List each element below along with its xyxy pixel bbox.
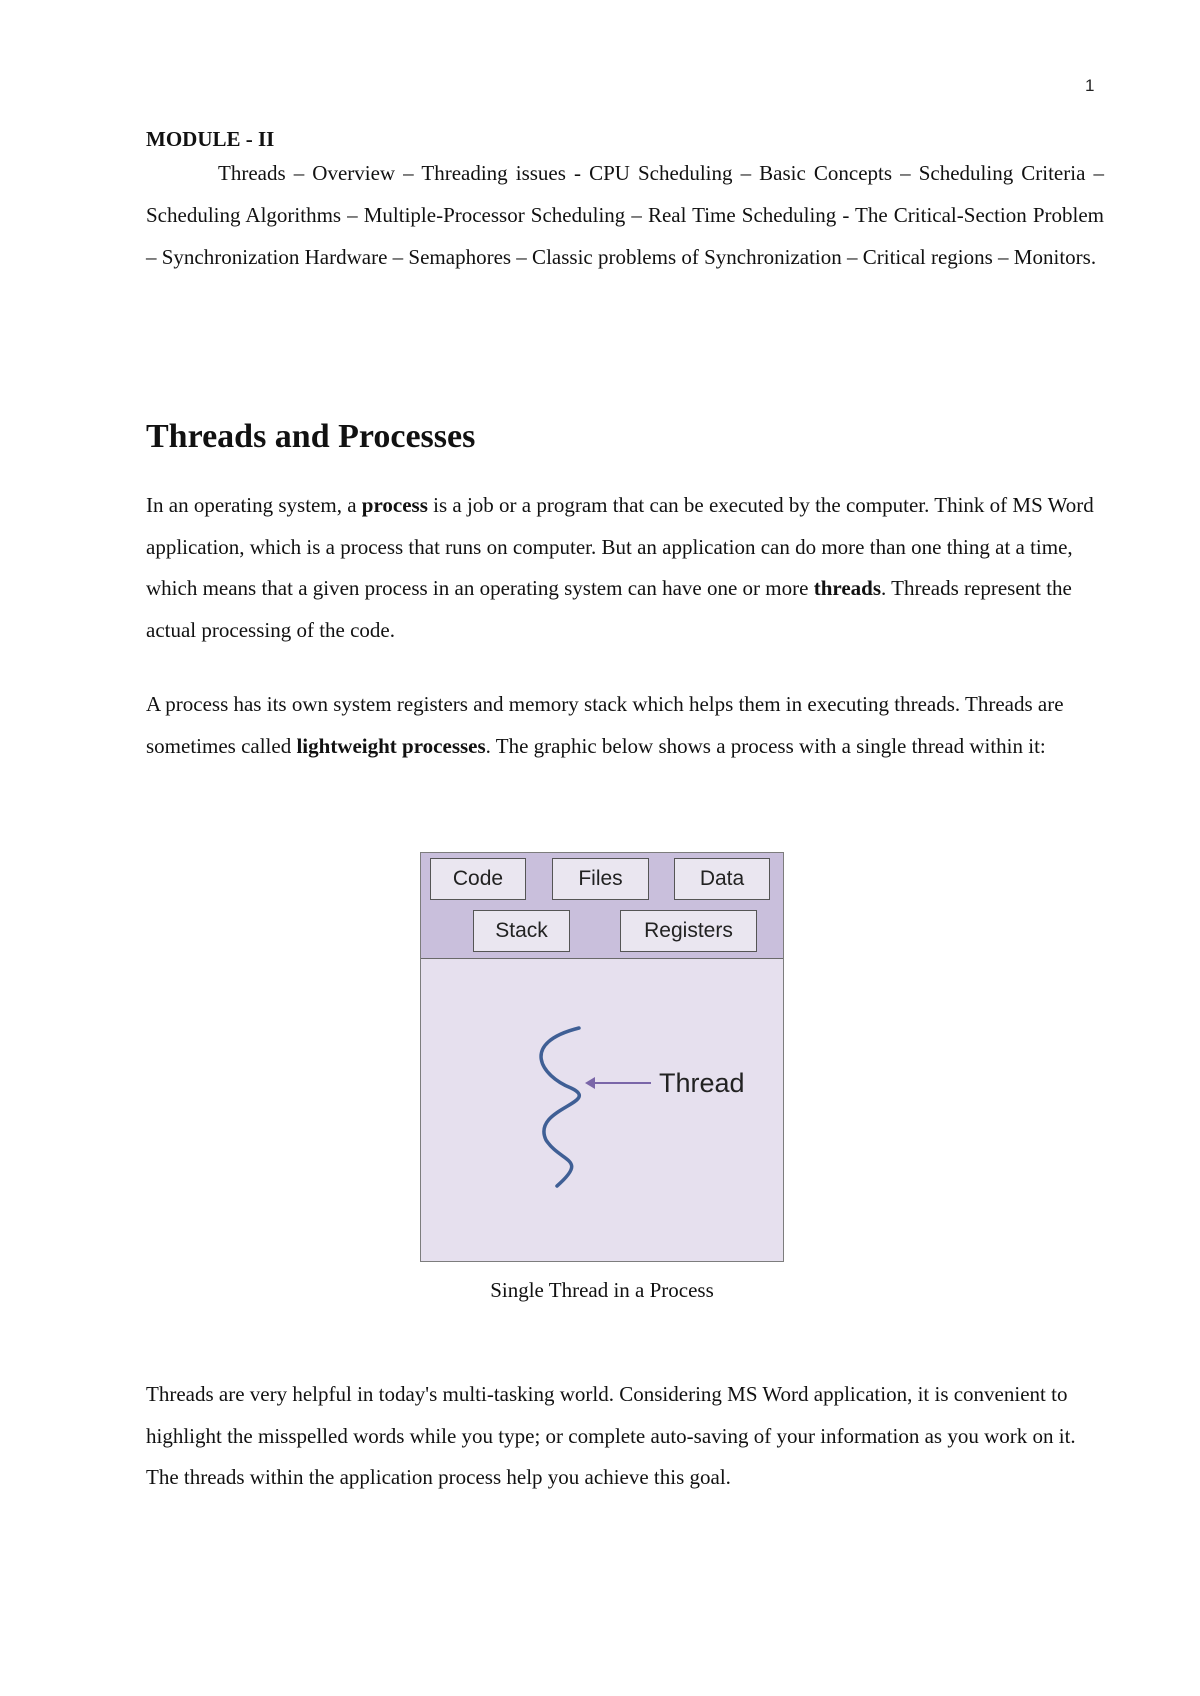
single-thread-process-diagram — [420, 852, 784, 1262]
section-heading: Threads and Processes — [146, 418, 476, 455]
thread-squiggle-icon — [541, 1028, 579, 1186]
thread-label: Thread — [659, 1068, 745, 1098]
arrow-head-icon — [585, 1077, 595, 1089]
registers-box: Registers — [620, 910, 757, 952]
syllabus-paragraph: Threads – Overview – Threading issues - CPU Scheduling – Basic Concepts – Scheduling Criteria – Scheduling Algorithms – Multiple-Processor Scheduling – Real Time Scheduling - The Critical-Section Problem – Synchronization Hardware – Semaphores – Classic problems of Synchronization – Critical regions – Monitors. — [146, 161, 1104, 269]
term-lightweight-processes: lightweight processes — [296, 733, 486, 758]
data-box: Data — [674, 858, 770, 900]
stack-box: Stack — [473, 910, 570, 952]
p2-text-2: . The graphic below shows a process with a single thread within it: — [485, 733, 1046, 758]
files-box: Files — [552, 858, 649, 900]
code-box: Code — [430, 858, 526, 900]
term-process: process — [361, 493, 428, 517]
lightweight-process-paragraph — [146, 684, 1106, 767]
module-title: MODULE - II — [146, 127, 275, 151]
thread-resources-row — [421, 905, 783, 959]
p1-text-1: In an operating system, a — [146, 493, 362, 517]
thread-graphic — [421, 958, 783, 1258]
term-threads: threads — [813, 576, 882, 600]
multitasking-paragraph: Threads are very helpful in today's multi-tasking world. Considering MS Word application, it is convenient to highlight the misspelled words while you type; or complete auto-saving of your information as you work on it. The threads within the application process help you achieve this goal. — [146, 1382, 1076, 1489]
p2-text-1: A process has its own system registers and memory stack which helps them in executing threads. Threads are sometimes called — [146, 692, 1064, 758]
p1-text-2: is a job or a program that can be executed by the computer. Think of MS Word application, which is a process that runs on computer. But an application can do more than one thing at a time, which means that a given process in an operating system can have one or more — [146, 493, 1094, 600]
page-number: 1 — [1085, 76, 1095, 95]
process-resources-row — [421, 853, 783, 906]
process-definition-paragraph — [146, 485, 1106, 651]
figure-caption: Single Thread in a Process — [490, 1278, 714, 1302]
p1-text-3: . Threads represent the actual processing of the code. — [146, 576, 1072, 642]
